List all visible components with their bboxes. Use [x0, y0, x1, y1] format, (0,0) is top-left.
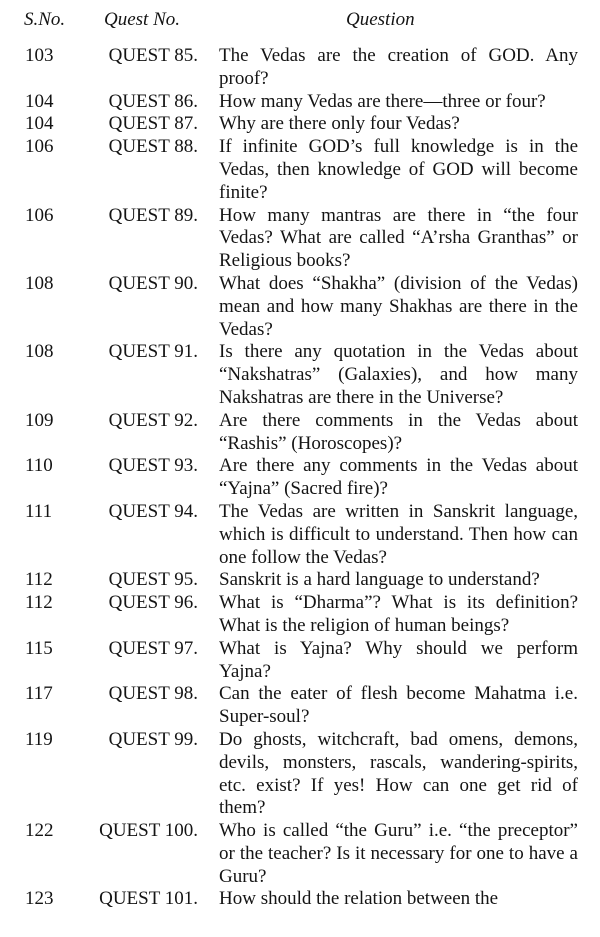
table-row: [0, 592, 600, 638]
row-sno: 111: [25, 500, 53, 522]
row-quest-no: QUEST 85.: [108, 45, 198, 66]
row-sno: 106: [25, 136, 54, 158]
row-sno: 108: [25, 341, 54, 363]
row-quest-no: QUEST 95.: [108, 569, 198, 591]
row-question: How many Vedas are there—three or four?: [219, 90, 546, 112]
row-quest-no: QUEST 99.: [108, 728, 198, 750]
row-question: Who is called “the Guru” i.e. “the preceptor” or the teacher? Is it necessary for one to have a Guru?: [219, 820, 578, 887]
row-quest-no: QUEST 92.: [108, 409, 198, 431]
header-question: Question: [346, 9, 415, 30]
row-quest-no: QUEST 97.: [108, 637, 198, 659]
row-question: Sanskrit is a hard language to understand?: [219, 569, 540, 591]
row-sno: 108: [25, 272, 54, 294]
row-question: Do ghosts, witchcraft, bad omens, demons, devils, monsters, rascals, wandering-spirits, etc. exist? If yes! How can one get rid of them?: [219, 728, 578, 819]
row-quest-no: QUEST 98.: [108, 683, 198, 705]
table-header: [0, 9, 600, 33]
row-sno: 123: [25, 888, 54, 910]
row-question: Are there any comments in the Vedas about “Yajna” (Sacred fire)?: [219, 455, 578, 500]
row-quest-no: QUEST 93.: [108, 455, 198, 477]
table-row: [0, 455, 600, 501]
row-question: What is Yajna? Why should we perform Yajna?: [219, 637, 578, 682]
row-sno: 103: [25, 45, 54, 66]
row-quest-no: QUEST 87.: [108, 113, 198, 135]
row-sno: 104: [25, 90, 54, 112]
row-quest-no: QUEST 100.: [99, 820, 198, 842]
table-row: [0, 341, 600, 409]
header-quest-no: Quest No.: [104, 9, 180, 30]
row-sno: 115: [25, 637, 53, 659]
table-row: [0, 820, 600, 888]
row-sno: 112: [25, 569, 53, 591]
row-sno: 122: [25, 820, 54, 842]
row-sno: 117: [25, 683, 53, 705]
row-quest-no: QUEST 90.: [108, 272, 198, 294]
row-question: Are there comments in the Vedas about “Rashis” (Horoscopes)?: [219, 409, 578, 454]
table-row: [0, 683, 600, 729]
row-sno: 110: [25, 455, 53, 477]
row-question: The Vedas are the creation of GOD. Any proof?: [219, 45, 578, 89]
table-row: [0, 569, 600, 592]
row-question: What does “Shakha” (division of the Vedas) mean and how many Shakhas are there in the Vedas?: [219, 272, 578, 340]
row-question: What is “Dharma”? What is its definition? What is the religion of human beings?: [219, 592, 578, 636]
table-row: [0, 136, 600, 204]
row-sno: 109: [25, 409, 54, 431]
row-question: The Vedas are written in Sanskrit language, which is difficult to understand. Then how can one follow the Vedas?: [219, 500, 578, 568]
row-quest-no: QUEST 86.: [108, 90, 198, 112]
row-question: If infinite GOD’s full knowledge is in the Vedas, then knowledge of GOD will become finite?: [219, 136, 578, 203]
question-list: [0, 45, 600, 911]
header-sno: S.No.: [24, 9, 66, 30]
table-row: [0, 638, 600, 684]
row-sno: 119: [25, 728, 53, 750]
row-quest-no: QUEST 101.: [99, 888, 198, 910]
table-row: [0, 273, 600, 341]
row-quest-no: QUEST 88.: [108, 136, 198, 158]
table-row: [0, 729, 600, 820]
row-question: How many mantras are there in “the four Vedas? What are called “A’rsha Granthas” or Religious books?: [219, 204, 578, 272]
row-question: Why are there only four Vedas?: [219, 113, 460, 135]
row-sno: 112: [25, 592, 53, 614]
row-quest-no: QUEST 91.: [108, 341, 198, 363]
table-row: [0, 45, 600, 91]
row-question: How should the relation between the: [219, 888, 499, 910]
row-question: Is there any quotation in the Vedas about “Nakshatras” (Galaxies), and how many Nakshatras are there in the Universe?: [219, 341, 578, 408]
table-row: [0, 501, 600, 569]
row-quest-no: QUEST 94.: [108, 500, 198, 522]
table-row: [0, 888, 600, 911]
row-question: Can the eater of flesh become Mahatma i.e. Super-soul?: [219, 683, 578, 728]
table-row: [0, 91, 600, 114]
table-row: [0, 410, 600, 456]
row-sno: 104: [25, 113, 54, 135]
row-quest-no: QUEST 89.: [108, 204, 198, 226]
row-sno: 106: [25, 204, 54, 226]
row-quest-no: QUEST 96.: [108, 592, 198, 614]
table-row: [0, 113, 600, 136]
table-row: [0, 205, 600, 273]
